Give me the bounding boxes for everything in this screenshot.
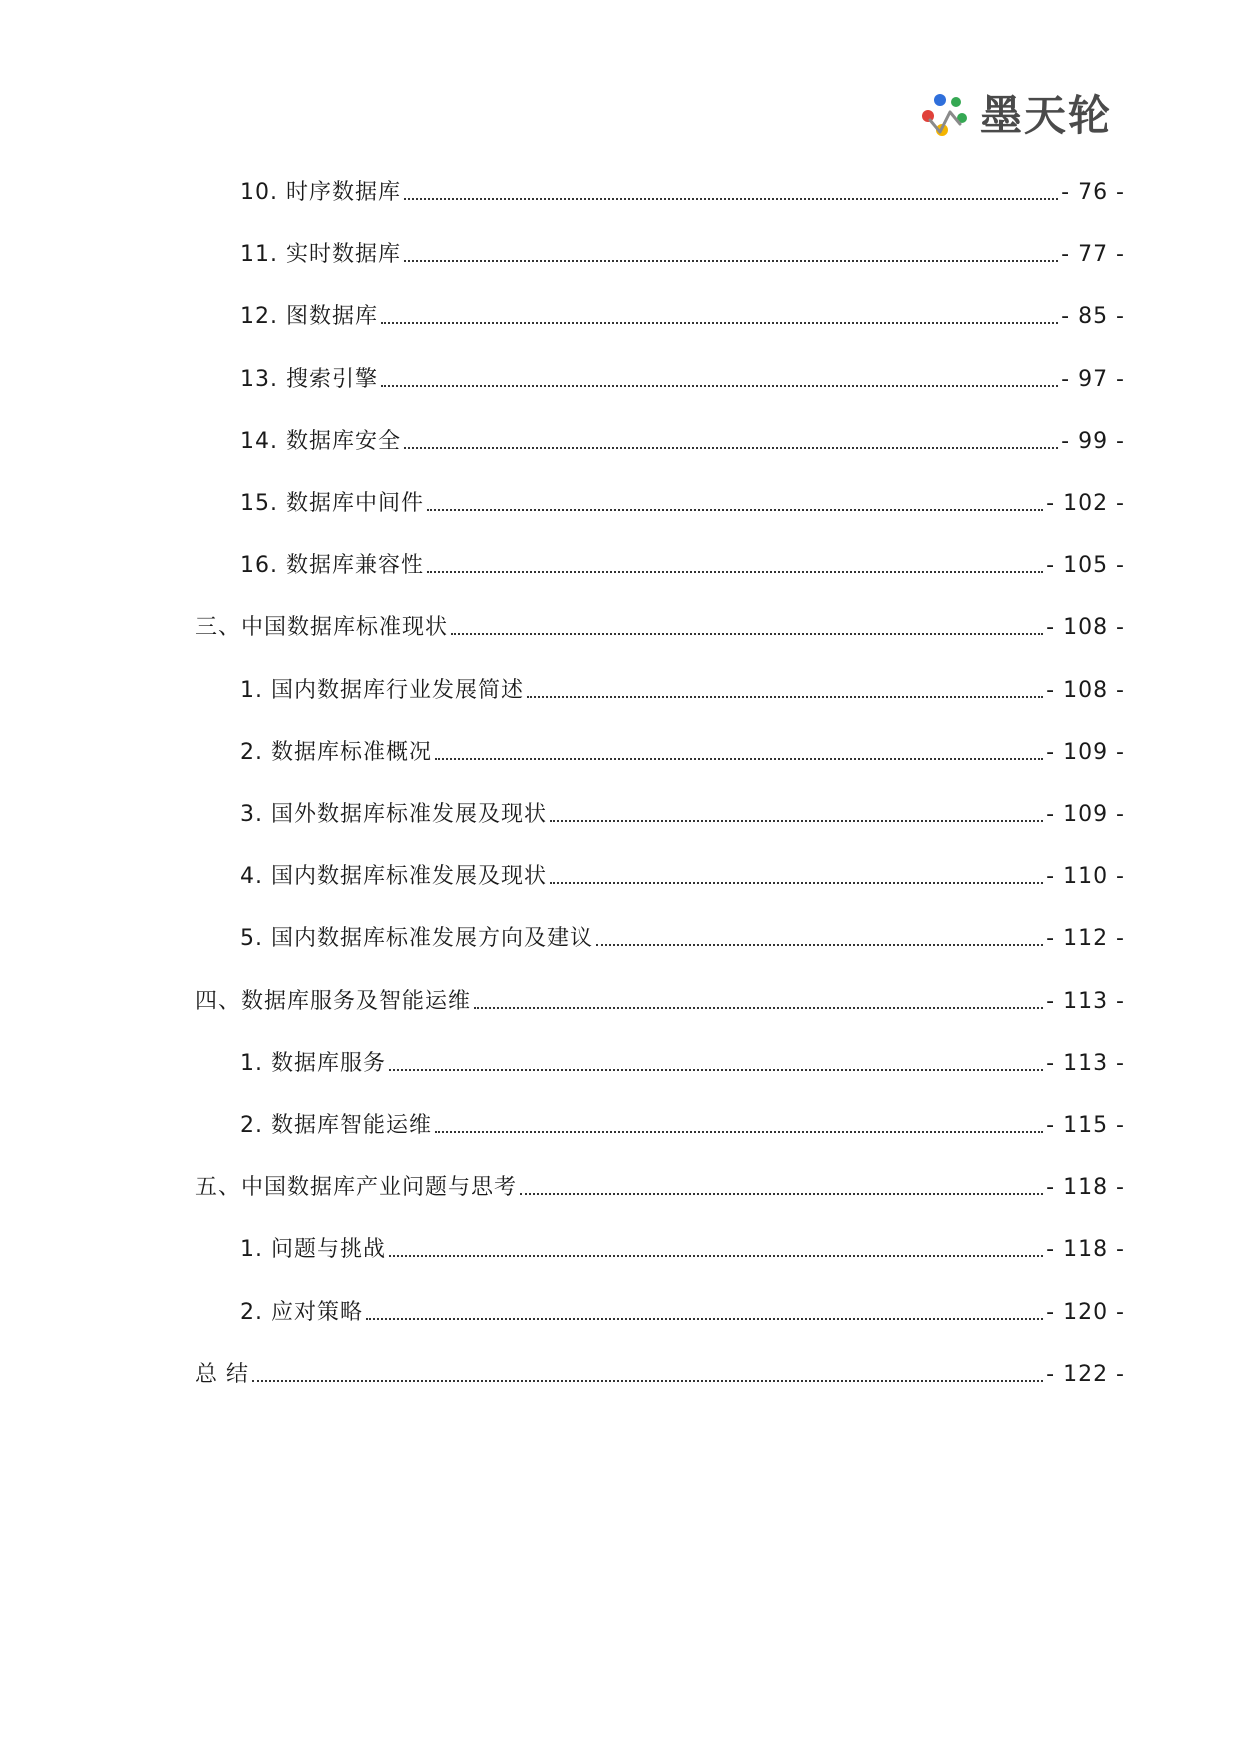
toc-entry-page-number: - 105 -	[1046, 553, 1125, 578]
toc-entry[interactable]	[240, 172, 1125, 206]
toc-entry[interactable]	[240, 1229, 1125, 1263]
toc-entry-page-number: - 122 -	[1046, 1362, 1125, 1387]
toc-entry-label: 12. 图数据库	[240, 304, 378, 329]
toc-entry-label: 三、中国数据库标准现状	[195, 615, 449, 640]
toc-entry-label: 10. 时序数据库	[240, 180, 401, 205]
toc-dot-leader	[366, 1317, 1043, 1320]
toc-entry-label: 总 结	[195, 1362, 249, 1387]
toc-entry-page-number: - 108 -	[1046, 678, 1125, 703]
toc-entry-page-number: - 109 -	[1046, 740, 1125, 765]
toc-entry-page-number: - 110 -	[1046, 864, 1125, 889]
toc-entry-page-number: - 113 -	[1046, 989, 1125, 1014]
toc-entry[interactable]	[240, 794, 1125, 828]
toc-entry-label: 5. 国内数据库标准发展方向及建议	[240, 926, 593, 951]
toc-entry[interactable]	[195, 1167, 1125, 1201]
toc-entry[interactable]	[195, 1354, 1125, 1388]
toc-dot-leader	[404, 197, 1058, 200]
toc-entry[interactable]	[240, 545, 1125, 579]
toc-dot-leader	[404, 446, 1058, 449]
toc-dot-leader	[389, 1068, 1043, 1071]
toc-entry-page-number: - 109 -	[1046, 802, 1125, 827]
toc-entry-label: 1. 国内数据库行业发展简述	[240, 678, 524, 703]
toc-entry-label: 1. 数据库服务	[240, 1051, 386, 1076]
toc-entry-label: 4. 国内数据库标准发展及现状	[240, 864, 547, 889]
toc-entry-label: 11. 实时数据库	[240, 242, 401, 267]
toc-dot-leader	[381, 384, 1058, 387]
toc-dot-leader	[550, 819, 1043, 822]
toc-entry-page-number: - 112 -	[1046, 926, 1125, 951]
toc-entry-page-number: - 85 -	[1061, 304, 1125, 329]
toc-entry[interactable]	[240, 359, 1125, 393]
toc-entry[interactable]	[240, 1292, 1125, 1326]
toc-entry[interactable]	[240, 918, 1125, 952]
toc-entry-page-number: - 76 -	[1061, 180, 1125, 205]
toc-entry-page-number: - 77 -	[1061, 242, 1125, 267]
toc-dot-leader	[435, 1130, 1043, 1133]
toc-entry-label: 2. 数据库标准概况	[240, 740, 432, 765]
toc-entry-page-number: - 97 -	[1061, 367, 1125, 392]
toc-entry-page-number: - 102 -	[1046, 491, 1125, 516]
toc-entry[interactable]	[240, 732, 1125, 766]
toc-entry[interactable]	[240, 1105, 1125, 1139]
toc-entry-page-number: - 99 -	[1061, 429, 1125, 454]
toc-dot-leader	[381, 321, 1058, 324]
toc-dot-leader	[520, 1192, 1043, 1195]
toc-dot-leader	[404, 259, 1058, 262]
toc-entry-page-number: - 115 -	[1046, 1113, 1125, 1138]
toc-entry-page-number: - 108 -	[1046, 615, 1125, 640]
toc-entry[interactable]	[240, 1043, 1125, 1077]
toc-entry[interactable]	[240, 856, 1125, 890]
toc-dot-leader	[252, 1379, 1043, 1382]
toc-entry-label: 15. 数据库中间件	[240, 491, 424, 516]
toc-entry[interactable]	[240, 670, 1125, 704]
toc-entry[interactable]	[240, 483, 1125, 517]
toc-entry[interactable]	[240, 421, 1125, 455]
toc-entry-label: 2. 数据库智能运维	[240, 1113, 432, 1138]
logo-text: 墨天轮	[980, 91, 1113, 140]
toc-dot-leader	[550, 881, 1043, 884]
toc-dot-leader	[474, 1006, 1043, 1009]
toc-dot-leader	[389, 1254, 1043, 1257]
toc-dot-leader	[596, 943, 1043, 946]
toc-entry[interactable]	[195, 607, 1125, 641]
toc-entry-label: 五、中国数据库产业问题与思考	[195, 1175, 518, 1200]
toc-entry-page-number: - 118 -	[1046, 1237, 1125, 1262]
toc-entry-page-number: - 120 -	[1046, 1300, 1125, 1325]
toc-entry-label: 2. 应对策略	[240, 1300, 363, 1325]
toc-entry[interactable]	[240, 234, 1125, 268]
toc-dot-leader	[435, 757, 1043, 760]
toc-entry-label: 13. 搜索引擎	[240, 367, 378, 392]
toc-entry-label: 3. 国外数据库标准发展及现状	[240, 802, 547, 827]
toc-dot-leader	[527, 695, 1043, 698]
toc-dot-leader	[451, 632, 1043, 635]
toc-entry-label: 1. 问题与挑战	[240, 1237, 386, 1262]
toc-dot-leader	[427, 508, 1043, 511]
toc-dot-leader	[427, 570, 1043, 573]
toc-entry-page-number: - 113 -	[1046, 1051, 1125, 1076]
toc-entry-label: 16. 数据库兼容性	[240, 553, 424, 578]
toc-entry-label: 14. 数据库安全	[240, 429, 401, 454]
toc-entry[interactable]	[195, 981, 1125, 1015]
toc-entry[interactable]	[240, 296, 1125, 330]
toc-entry-page-number: - 118 -	[1046, 1175, 1125, 1200]
toc-entry-label: 四、数据库服务及智能运维	[195, 989, 472, 1014]
